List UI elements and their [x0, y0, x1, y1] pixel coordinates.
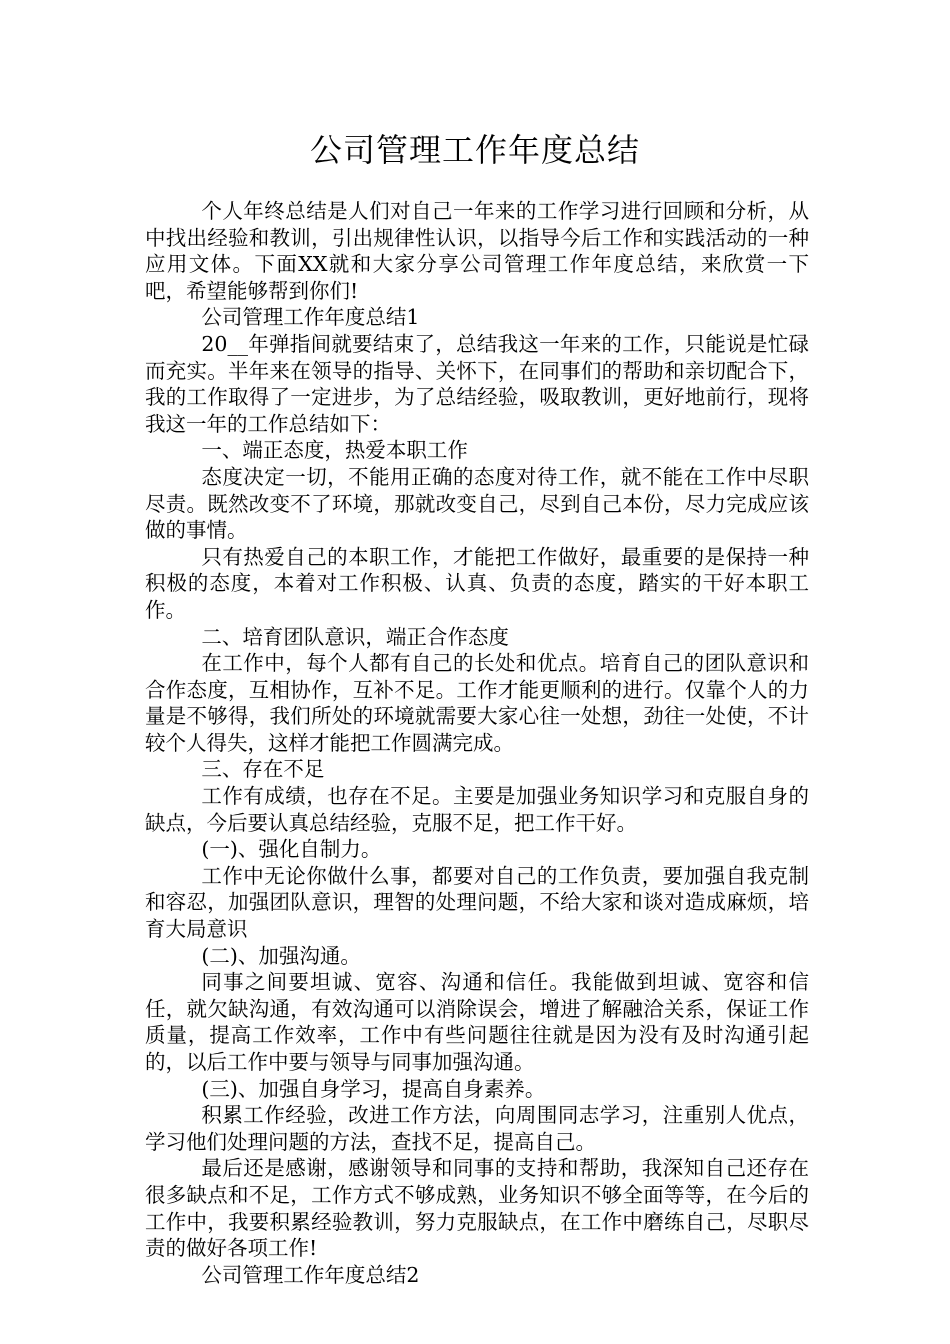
body-paragraph: 态度决定一切，不能用正确的态度对待工作，就不能在工作中尽职尽责。既然改变不了环境，那就改变自己，尽到自己本份，尽力完成应该做的事情。 — [145, 464, 809, 543]
document-title: 公司管理工作年度总结 — [309, 131, 640, 169]
section-heading: 三、存在不足 — [201, 757, 325, 782]
intro-paragraph: 个人年终总结是人们对自己一年来的工作学习进行回顾和分析，从中找出经验和教训，引出规律性认识，以指导今后工作和实践活动的一种应用文体。下面XX就和大家分享公司管理工作年度总结，来欣赏一下吧，希望能够帮到你们! — [145, 199, 809, 303]
body-paragraph: 只有热爱自己的本职工作，才能把工作做好，最重要的是保持一种积极的态度，本着对工作积极、认真、负责的态度，踏实的干好本职工作。 — [145, 544, 809, 622]
body-paragraph: 同事之间要坦诚、宽容、沟通和信任。我能做到坦诚、宽容和信任，就欠缺沟通，有效沟通可以消除误会，增进了解融洽关系，保证工作质量，提高工作效率，工作中有些问题往往就是因为没有及时沟通引起的，以后工作中要与领导与同事加强沟通。 — [145, 970, 809, 1074]
section-heading: 一、端正态度，热爱本职工作 — [201, 438, 468, 463]
body-paragraph: 工作中无论你做什么事，都要对自己的工作负责，要加强自我克制和容忍，加强团队意识，理智的处理问题，不给大家和谈对造成麻烦，培育大局意识 — [145, 863, 809, 942]
body-paragraph: 积累工作经验，改进工作方法，向周围同志学习，注重别人优点，学习他们处理问题的方法，查找不足，提高自己。 — [145, 1103, 809, 1154]
body-paragraph: 在工作中，每个人都有自己的长处和优点。培育自己的团队意识和合作态度，互相协作，互补不足。工作才能更顺利的进行。仅靠个人的力量是不够得，我们所处的环境就需要大家心往一处想，劲往一处使，不计较个人得失，这样才能把工作圆满完成。 — [145, 651, 809, 755]
document-body — [145, 198, 809, 1288]
body-paragraph: 20__年弹指间就要结束了，总结我这一年来的工作，只能说是忙碌而充实。半年来在领导的指导、关怀下，在同事们的帮助和亲切配合下，我的工作取得了一定进步，为了总结经验，吸取教训，更好地前行，现将我这一年的工作总结如下： — [145, 331, 809, 436]
body-paragraph: 工作有成绩，也存在不足。主要是加强业务知识学习和克服自身的缺点，今后要认真总结经验，克服不足，把工作干好。 — [145, 784, 809, 835]
body-paragraph: 最后还是感谢，感谢领导和同事的支持和帮助，我深知自己还存在很多缺点和不足，工作方式不够成熟，业务知识不够全面等等，在今后的工作中，我要积累经验教训，努力克服缺点，在工作中磨练自己，尽职尽责的做好各项工作! — [145, 1156, 809, 1261]
section-heading: 二、培育团队意识，端正合作态度 — [201, 624, 509, 649]
section-heading-summary-1: 公司管理工作年度总结1 — [201, 305, 420, 330]
subsection-heading: (三)、加强自身学习，提高自身素养。 — [201, 1076, 546, 1101]
section-heading-summary-2: 公司管理工作年度总结2 — [201, 1262, 420, 1287]
subsection-heading: (一)、强化自制力。 — [201, 837, 382, 862]
subsection-heading: (二)、加强沟通。 — [201, 943, 361, 968]
